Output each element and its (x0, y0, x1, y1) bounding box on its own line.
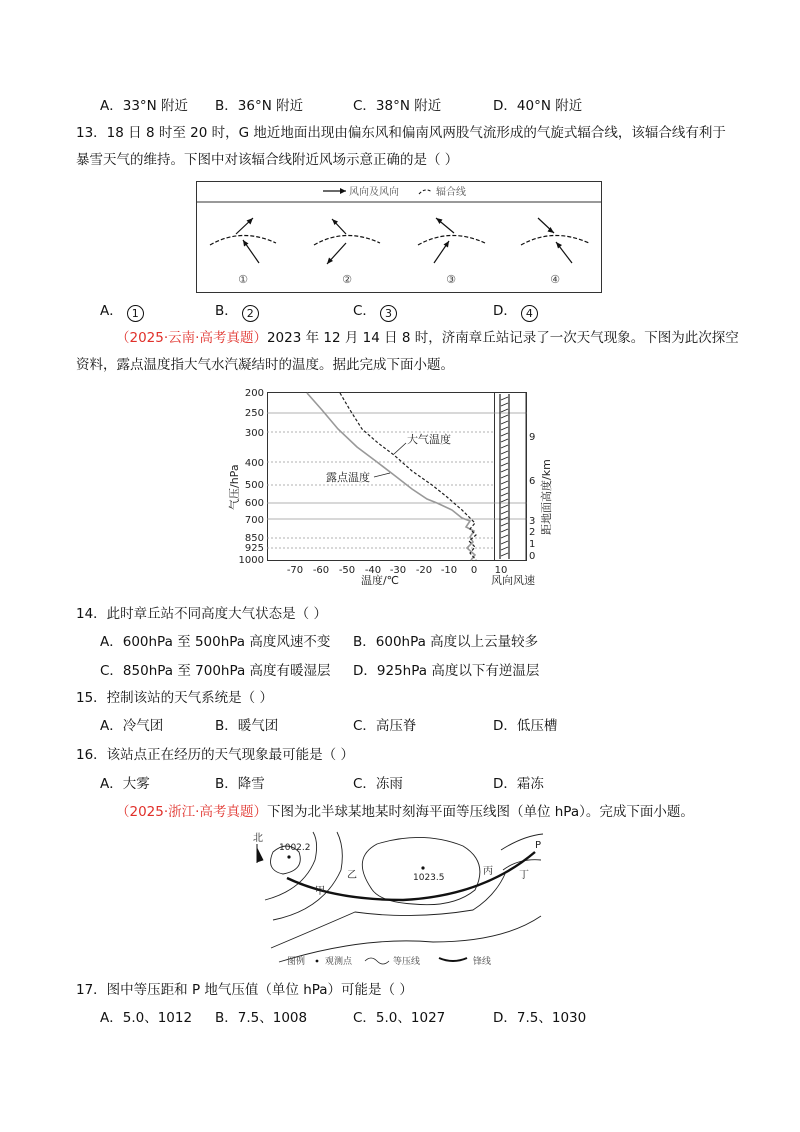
wind-barb (501, 415, 508, 418)
q13-option-b (215, 301, 259, 322)
q12-option-d: D．40°N 附近 (493, 98, 583, 114)
isobar-map (243, 830, 555, 968)
y-tick-700: 700 (244, 515, 264, 526)
q17-option-a: A．5.0、1012 (100, 1010, 193, 1026)
y-tick-300: 300 (244, 428, 264, 439)
intro1-source: （2025·云南·高考真题） (116, 330, 267, 346)
q15-option-d: D．低压槽 (493, 718, 558, 734)
label-p: P (535, 840, 542, 851)
wind-panel-2 (314, 219, 380, 264)
north-label: 北 (253, 833, 263, 844)
y-tick-250: 250 (244, 408, 264, 419)
q16-option-b: B．降雪 (215, 776, 265, 792)
x-tick-m10: -10 (440, 565, 458, 576)
q17-option-c: C．5.0、1027 (353, 1010, 446, 1026)
wind-panel-3 (418, 218, 485, 263)
y-tick-925: 925 (244, 543, 264, 554)
x-tick-m60: -60 (312, 565, 330, 576)
y-axis-label: 气压/hPa (228, 464, 241, 510)
low-value: 1002.2 (279, 843, 311, 853)
q12-option-b: B．36°N 附近 (215, 98, 304, 114)
wind-tick-10: 10 (494, 565, 508, 576)
q15-stem: 15．控制该站的天气系统是（ ） (76, 690, 273, 706)
dewpoint-label: 露点温度 (326, 471, 370, 484)
wind-barb (501, 403, 508, 406)
panel-label-2: ② (342, 273, 352, 286)
h-tick-2: 2 (529, 527, 536, 538)
q13-option-a-num: 1 (127, 305, 144, 322)
q16-option-a: A．大雾 (100, 776, 150, 792)
wind-barb (501, 433, 508, 436)
intro1-line1 (116, 328, 739, 348)
wind-barb (501, 427, 508, 430)
wind-barb (501, 397, 508, 400)
wind-barbs (500, 394, 509, 559)
panel-label-1: ① (238, 273, 248, 286)
legend-line-label: 辐合线 (436, 187, 466, 198)
sounding-chart (222, 385, 557, 585)
y-tick-850: 850 (244, 533, 264, 544)
wind-axis-label: 风向风速 (491, 574, 535, 585)
q13-option-b-letter: B． (215, 303, 238, 319)
q13-option-a (100, 301, 144, 322)
q12-option-a: A．33°N 附近 (100, 98, 189, 114)
q13-option-b-num: 2 (242, 305, 259, 322)
height-axis-label: 距地面高度/km (540, 459, 553, 535)
wind-barb (501, 481, 508, 484)
wind-barb (501, 469, 508, 472)
legend-isobar: 等压线 (393, 957, 421, 967)
h-tick-3: 3 (529, 516, 536, 527)
y-tick-1000: 1000 (238, 555, 264, 566)
q13-option-d (493, 301, 538, 322)
x-tick-m40: -40 (364, 565, 382, 576)
x-tick-m20: -20 (415, 565, 433, 576)
wind-barb (501, 493, 508, 496)
wind-legend-arrow (323, 188, 346, 194)
wind-barb (501, 445, 508, 448)
q16-stem: 16．该站点正在经历的天气现象最可能是（ ） (76, 747, 354, 763)
legend-title: 图例 (287, 957, 306, 967)
panel-label-3: ③ (446, 273, 456, 286)
wind-panel-1 (210, 218, 276, 263)
q13-option-d-num: 4 (521, 305, 538, 322)
q13-figure (196, 181, 602, 293)
x-tick-m70: -70 (286, 565, 304, 576)
y-tick-500: 500 (244, 480, 264, 491)
legend-wind-label: 风向及风向 (349, 187, 399, 198)
y-tick-400: 400 (244, 458, 264, 469)
x-tick-m30: -30 (389, 565, 407, 576)
pressure-gridlines (267, 413, 527, 548)
legend-front: 锋线 (473, 957, 492, 967)
y-tick-600: 600 (244, 498, 264, 509)
q16-option-d: D．霜冻 (493, 776, 544, 792)
wind-barb (501, 553, 508, 556)
label-jia: 甲 (315, 886, 325, 897)
h-tick-1: 1 (529, 539, 536, 550)
wind-barb (501, 535, 508, 538)
q17-option-d: D．7.5、1030 (493, 1010, 587, 1026)
h-tick-0: 0 (529, 551, 536, 562)
q15-option-a: A．冷气团 (100, 718, 164, 734)
q13-option-c-letter: C． (353, 303, 376, 319)
north-arrow (253, 832, 263, 863)
q13-stem-line1: 13．18 日 8 时至 20 时，G 地近地面出现由偏东风和偏南风两股气流形成的气旋式辐合线，该辐合线有利于 (76, 125, 726, 141)
legend-point: 观测点 (325, 957, 353, 967)
temperature-label: 大气温度 (407, 433, 451, 446)
q17-option-b: B．7.5、1008 (215, 1010, 308, 1026)
q13-option-c (353, 301, 397, 322)
wind-barb (501, 451, 508, 454)
h-tick-6: 6 (529, 476, 536, 487)
q13-stem-line2: 暴雪天气的维持。下图中对该辐合线附近风场示意正确的是（ ） (76, 152, 459, 168)
wind-barb (501, 505, 508, 508)
wind-barb (501, 475, 508, 478)
wind-barb (501, 541, 508, 544)
wind-barb (501, 463, 508, 466)
q12-option-c: C．38°N 附近 (353, 98, 442, 114)
q17-stem: 17．图中等压距和 P 地气压值（单位 hPa）可能是（ ） (76, 982, 413, 998)
high-value: 1023.5 (413, 873, 445, 883)
q16-option-c: C．冻雨 (353, 776, 403, 792)
q13-option-c-num: 3 (380, 305, 397, 322)
wind-barb (501, 421, 508, 424)
intro1-text1: 2023 年 12 月 14 日 8 时，济南章丘站记录了一次天气现象。下图为此次探空 (266, 330, 739, 346)
q14-option-c: C．850hPa 至 700hPa 高度有暖湿层 (100, 663, 331, 679)
intro2-text: 下图为北半球某地某时刻海平面等压线图（单位 hPa）。完成下面小题。 (266, 804, 694, 820)
q14-option-b: B．600hPa 高度以上云量较多 (353, 634, 539, 650)
label-ding: 丁 (519, 870, 529, 881)
wind-barb (501, 547, 508, 550)
q13-option-d-letter: D． (493, 303, 517, 319)
q14-stem: 14．此时章丘站不同高度大气状态是（ ） (76, 606, 327, 622)
h-tick-9: 9 (529, 432, 536, 443)
q13-option-a-letter: A． (100, 303, 123, 319)
q14-option-a: A．600hPa 至 500hPa 高度风速不变 (100, 634, 331, 650)
intro1-text2: 资料，露点温度指大气水汽凝结时的温度。据此完成下面小题。 (76, 357, 454, 373)
q14-option-d: D．925hPa 高度以下有逆温层 (353, 663, 540, 679)
x-tick-0: 0 (470, 565, 478, 576)
wind-barb (501, 409, 508, 412)
legend-convergence-line (419, 190, 432, 194)
label-bing: 丙 (483, 866, 493, 877)
wind-barb (501, 511, 508, 514)
y-tick-200: 200 (244, 388, 264, 399)
q15-option-b: B．暖气团 (215, 718, 279, 734)
wind-barb (501, 457, 508, 460)
x-axis-label: 温度/℃ (360, 574, 400, 585)
intro2-source: （2025·浙江·高考真题） (116, 804, 267, 820)
wind-barb (501, 499, 508, 502)
wind-barb (501, 487, 508, 490)
x-tick-m50: -50 (338, 565, 356, 576)
wind-barb (501, 529, 508, 532)
wind-barb (501, 523, 508, 526)
wind-barb (501, 439, 508, 442)
q15-option-c: C．高压脊 (353, 718, 417, 734)
panel-label-4: ④ (550, 273, 560, 286)
wind-panel-4 (521, 218, 589, 263)
label-yi: 乙 (347, 870, 357, 881)
wind-barb (501, 517, 508, 520)
intro2-line (116, 802, 694, 822)
